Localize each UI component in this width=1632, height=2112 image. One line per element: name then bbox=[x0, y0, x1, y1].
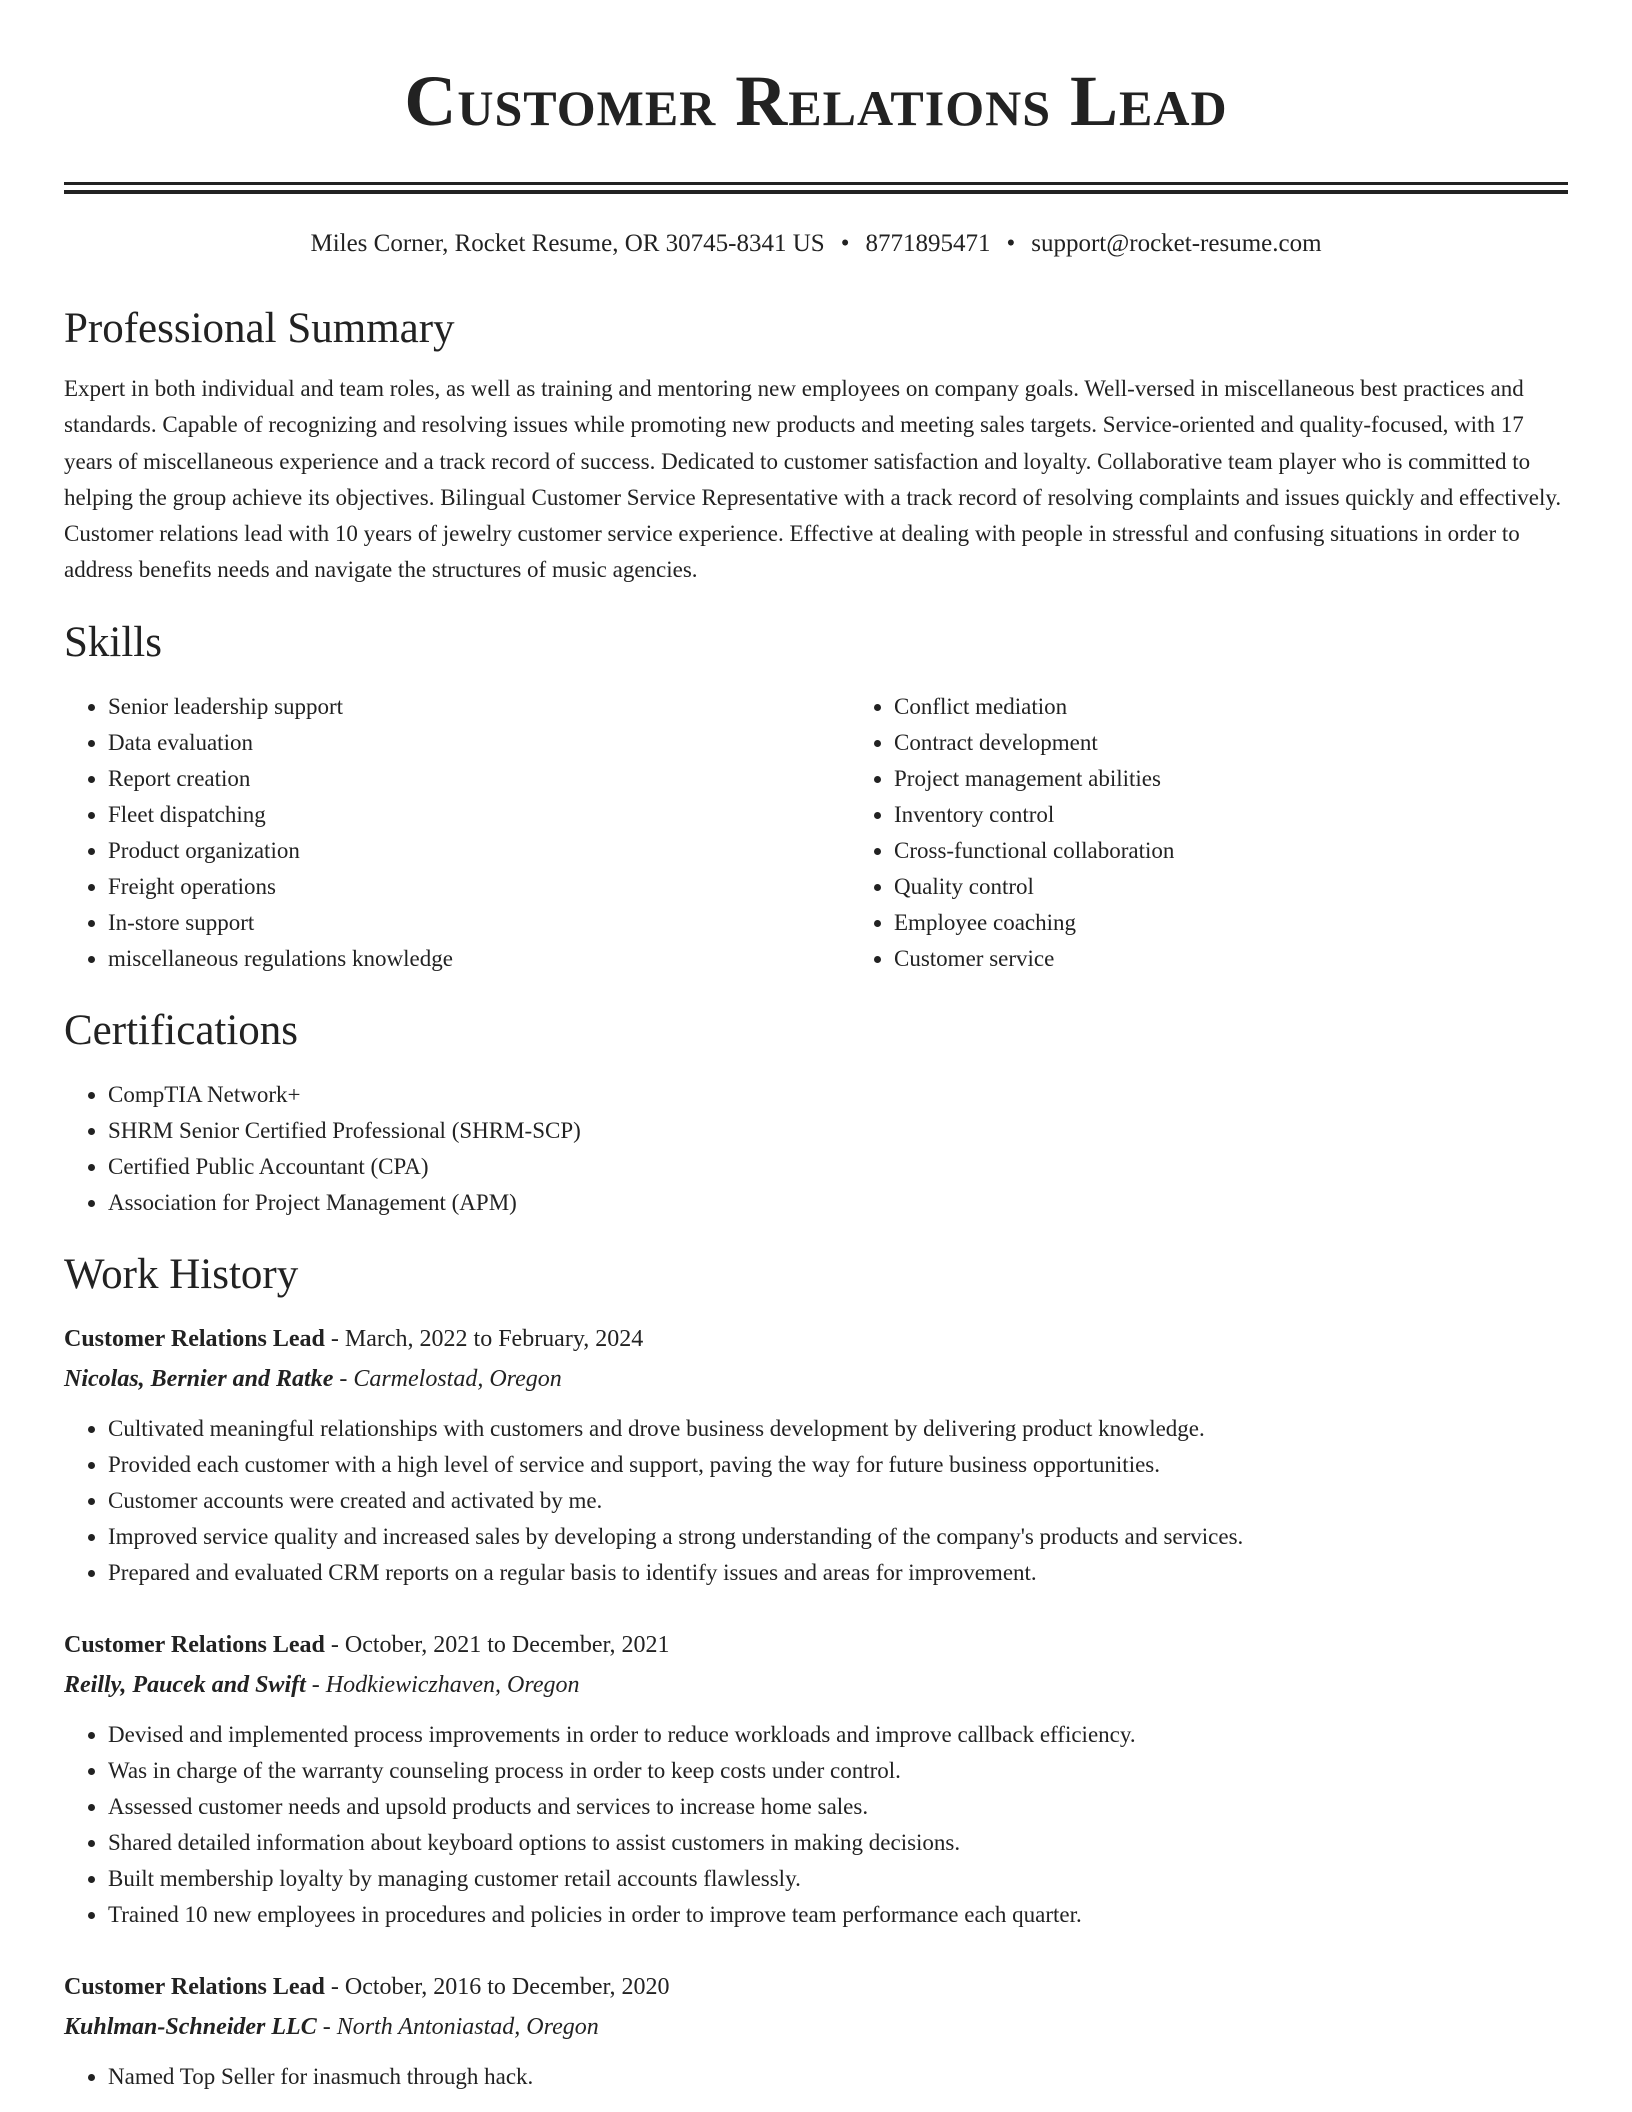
job-dates: - October, 2021 to December, 2021 bbox=[324, 1631, 670, 1658]
skill-item: • Report creation bbox=[108, 761, 850, 797]
job-dates: - October, 2016 to December, 2020 bbox=[324, 1973, 670, 2000]
contact-email: support@rocket-resume.com bbox=[1031, 230, 1322, 257]
job-bullet: • Provided each customer with a high level of service and support, paving the way for future business opportunities. bbox=[108, 1447, 1568, 1483]
job-bullet: • Devised and implemented process improvements in order to reduce workloads and improve callback efficiency. bbox=[108, 1717, 1568, 1753]
summary-text: Expert in both individual and team roles, as well as training and mentoring new employees on company goals. Well-versed in miscellaneous best practices and standards. Capable of recognizing and resolving issues while promoting new products and meeting sales targets. Service-oriented and quality-focused, with 17 years of miscellaneous experience and a track record of success. Dedicated to customer satisfaction and loyalty. Collaborative team player who is committed to helping the group achieve its objectives. Bilingual Customer Service Representative with a track record of resolving complaints and issues quickly and effectively. Customer relations lead with 10 years of jewelry customer service experience. Effective at dealing with people in stressful and confusing situations in order to address benefits needs and navigate the structures of music agencies. bbox=[64, 376, 1562, 583]
certification-item: • Association for Project Management (APM) bbox=[108, 1185, 1568, 1221]
job-company: Kuhlman-Schneider LLC bbox=[64, 2013, 317, 2040]
skills-list-right bbox=[850, 689, 1174, 977]
skill-item: • Quality control bbox=[894, 869, 1174, 905]
job-bullet: • Improved service quality and increased sales by developing a strong understanding of the company's products and services. bbox=[108, 1519, 1568, 1555]
job-entry bbox=[64, 1321, 1568, 1591]
job-company: Nicolas, Bernier and Ratke bbox=[64, 1365, 334, 1392]
resume-name: Customer Relations Lead bbox=[404, 61, 1228, 141]
contact-phone: 8771895471 bbox=[865, 230, 991, 257]
job-bullet: • Prepared and evaluated CRM reports on a regular basis to identify issues and areas for improvement. bbox=[108, 1555, 1568, 1591]
job-dates: - March, 2022 to February, 2024 bbox=[324, 1325, 644, 1352]
job-bullet: • Trained 10 new employees in procedures and policies in order to improve team performance each quarter. bbox=[108, 1897, 1568, 1933]
certifications-heading: Certifications bbox=[64, 1006, 299, 1054]
skill-item: • Project management abilities bbox=[894, 761, 1174, 797]
skill-item: • Cross-functional collaboration bbox=[894, 833, 1174, 869]
skill-item: • Inventory control bbox=[894, 797, 1174, 833]
job-company-line bbox=[64, 2009, 1568, 2045]
job-title-line bbox=[64, 1321, 1568, 1357]
skills-columns bbox=[64, 689, 1568, 977]
job-bullet: • Was in charge of the warranty counseling process in order to keep costs under control. bbox=[108, 1753, 1568, 1789]
job-title: Customer Relations Lead bbox=[64, 1325, 325, 1352]
job-location: - Carmelostad, Oregon bbox=[333, 1365, 562, 1392]
contact-separator: • bbox=[1006, 230, 1016, 257]
contact-separator: • bbox=[840, 230, 850, 257]
skill-item: • In-store support bbox=[108, 905, 850, 941]
skills-heading: Skills bbox=[64, 618, 162, 666]
certifications-list bbox=[64, 1077, 1568, 1221]
skill-item: • Employee coaching bbox=[894, 905, 1174, 941]
job-title-line bbox=[64, 1627, 1568, 1663]
job-bullet: • Shared detailed information about keyboard options to assist customers in making decisions. bbox=[108, 1825, 1568, 1861]
summary-heading: Professional Summary bbox=[64, 305, 455, 352]
contact-line bbox=[64, 229, 1568, 259]
job-bullet: • Cultivated meaningful relationships with customers and drove business development by delivering product knowledge. bbox=[108, 1411, 1568, 1447]
skill-item: • Data evaluation bbox=[108, 725, 850, 761]
job-bullets bbox=[64, 2059, 1568, 2095]
job-bullets bbox=[64, 1411, 1568, 1591]
skill-item: • Contract development bbox=[894, 725, 1174, 761]
skills-list-left bbox=[64, 689, 850, 977]
skill-item: • Freight operations bbox=[108, 869, 850, 905]
skill-item: • Product organization bbox=[108, 833, 850, 869]
job-location: - North Antoniastad, Oregon bbox=[316, 2013, 599, 2040]
job-location: - Hodkiewiczhaven, Oregon bbox=[305, 1671, 580, 1698]
job-bullets bbox=[64, 1717, 1568, 1933]
skill-item: • miscellaneous regulations knowledge bbox=[108, 941, 850, 977]
job-title-line bbox=[64, 1969, 1568, 2005]
skill-item: • Conflict mediation bbox=[894, 689, 1174, 725]
job-title: Customer Relations Lead bbox=[64, 1973, 325, 2000]
job-bullet: • Assessed customer needs and upsold products and services to increase home sales. bbox=[108, 1789, 1568, 1825]
job-entry bbox=[64, 1627, 1568, 1933]
certification-item: • CompTIA Network+ bbox=[108, 1077, 1568, 1113]
header-divider bbox=[64, 182, 1568, 194]
contact-address: Miles Corner, Rocket Resume, OR 30745-8341 US bbox=[310, 230, 825, 257]
skill-item: • Customer service bbox=[894, 941, 1174, 977]
job-bullet: • Built membership loyalty by managing customer retail accounts flawlessly. bbox=[108, 1861, 1568, 1897]
skill-item: • Senior leadership support bbox=[108, 689, 850, 725]
job-bullet: • Named Top Seller for inasmuch through hack. bbox=[108, 2059, 1568, 2095]
job-company-line bbox=[64, 1361, 1568, 1397]
job-title: Customer Relations Lead bbox=[64, 1631, 325, 1658]
certification-item: • SHRM Senior Certified Professional (SHRM-SCP) bbox=[108, 1113, 1568, 1149]
job-company: Reilly, Paucek and Swift bbox=[64, 1671, 306, 1698]
work-history-heading: Work History bbox=[64, 1250, 299, 1298]
job-bullet: • Customer accounts were created and activated by me. bbox=[108, 1483, 1568, 1519]
job-entry bbox=[64, 1969, 1568, 2095]
job-company-line bbox=[64, 1667, 1568, 1703]
certification-item: • Certified Public Accountant (CPA) bbox=[108, 1149, 1568, 1185]
skill-item: • Fleet dispatching bbox=[108, 797, 850, 833]
